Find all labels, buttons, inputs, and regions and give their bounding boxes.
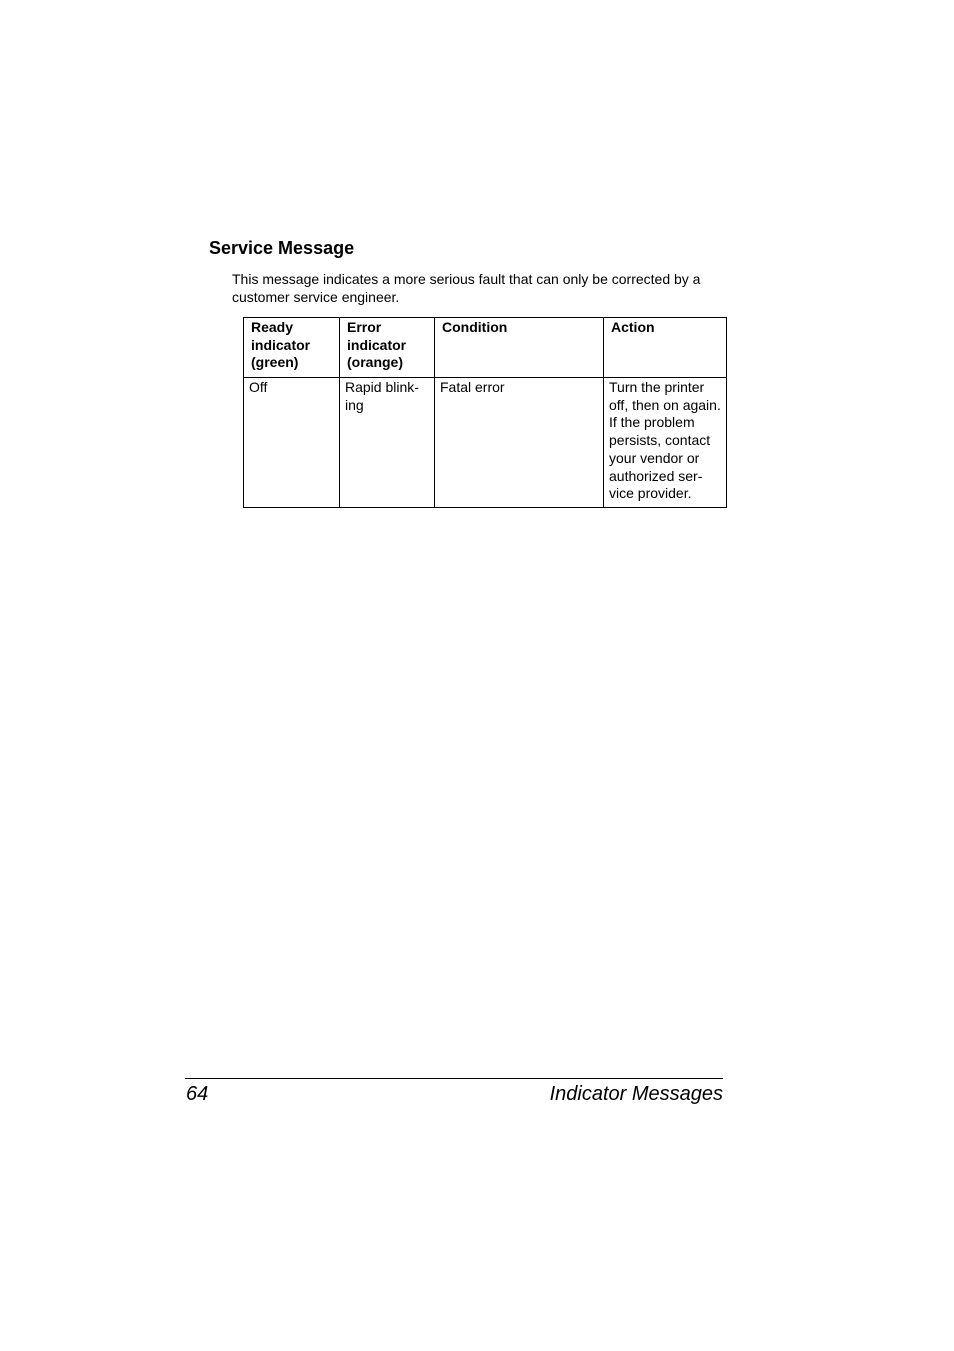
cell-action: Turn the printer off, then on again. If the problem persists, contact your vendor or authorized ser- vice provider. (604, 378, 727, 508)
header-action: Action (604, 318, 727, 378)
cell-error-indicator: Rapid blink- ing (340, 378, 435, 508)
header-error-indicator: Error indicator (orange) (340, 318, 435, 378)
intro-paragraph: This message indicates a more serious fault that can only be corrected by a customer service engineer. (232, 271, 701, 305)
table-row (244, 378, 727, 508)
header-ready-indicator: Ready indicator (green) (244, 318, 340, 378)
section-title: Service Message (209, 238, 355, 258)
cell-condition: Fatal error (435, 378, 604, 508)
footer-rule (185, 1078, 723, 1079)
cell-ready-indicator: Off (244, 378, 340, 508)
chapter-title: Indicator Messages (549, 1083, 723, 1105)
header-condition: Condition (435, 318, 604, 378)
page-number: 64 (186, 1083, 209, 1105)
table-header-row (244, 318, 727, 378)
indicator-table (243, 317, 727, 508)
